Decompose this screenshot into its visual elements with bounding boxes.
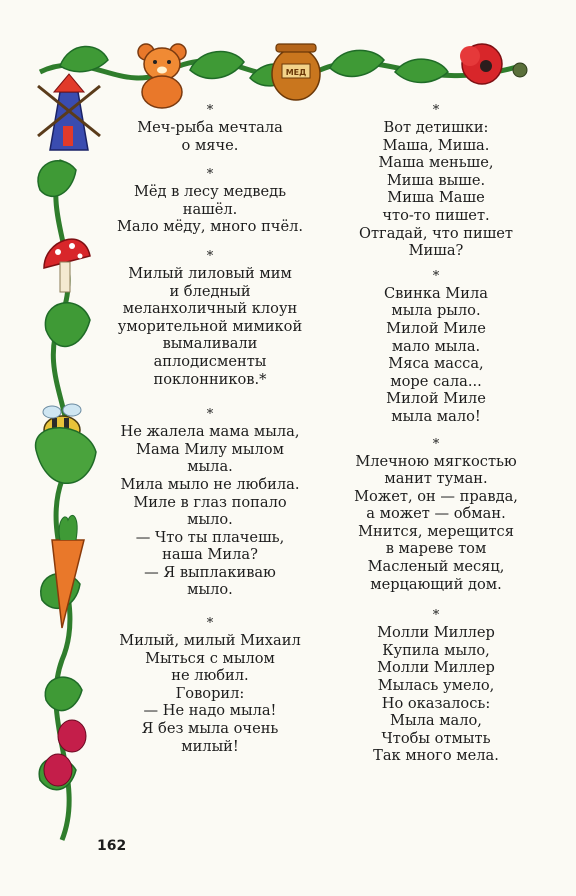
poem-line: мыло. — [187, 511, 233, 529]
poem-line: мало мыла. — [391, 337, 481, 355]
poem-line: Говорил: — [175, 684, 245, 702]
poem-line: Милой Миле — [386, 390, 486, 408]
poem-line: Мама Милу мылом — [136, 440, 284, 458]
poem-line: мерцающий дом. — [370, 575, 502, 593]
poem-line: и бледный — [169, 282, 251, 300]
poem — [96, 408, 324, 599]
poem-line: Мнится, мерещится — [358, 522, 514, 540]
poem-line: мыла рыло. — [391, 302, 481, 320]
poem-line: поклонников.* — [153, 370, 267, 388]
poem-line: Милый лиловый мим — [128, 264, 292, 282]
section-star: * — [432, 103, 440, 118]
poem-line: мыла. — [187, 458, 233, 476]
poem-line: мыло. — [187, 581, 233, 599]
poem — [96, 168, 324, 236]
section-star: * — [432, 436, 440, 452]
poem-line: Не жалела мама мыла, — [120, 423, 300, 441]
poem — [326, 609, 546, 765]
poem-line: Меч-рыба мечтала — [137, 119, 283, 136]
poem-line: аплодисменты — [153, 352, 267, 370]
poppy-flower-icon — [460, 44, 527, 84]
poem-line: не любил. — [171, 667, 249, 685]
poem-line: Мёд в лесу медведь — [133, 183, 287, 201]
poem — [326, 438, 546, 594]
poem-line: Миша? — [408, 242, 464, 260]
poem-line: милый! — [181, 737, 239, 755]
section-star: * — [206, 103, 214, 118]
poem — [96, 617, 324, 755]
poem-line: Я без мыла очень — [141, 720, 279, 738]
big-leaf-icon — [36, 428, 96, 484]
left-column — [96, 104, 324, 755]
poem-line: Мила мыло не любила. — [120, 475, 300, 493]
poem-line: Мало мёду, много пчёл. — [116, 218, 304, 236]
poem-line: Чтобы отмыть — [381, 729, 491, 747]
right-column — [326, 104, 546, 765]
poem-line: Милой Миле — [386, 319, 486, 337]
poem-line: Миша Маше — [387, 189, 485, 207]
poem-line: Масленый месяц, — [367, 558, 505, 576]
poem-line: Отгадай, что пишет — [359, 224, 513, 242]
poem — [96, 104, 324, 154]
poem-line: Вот детишки: — [383, 119, 489, 136]
poem-line: меланхоличный клоун — [122, 300, 298, 318]
poem-line: море сала... — [390, 372, 482, 390]
poem-line: Маша, Миша. — [382, 136, 490, 154]
poem-line: уморительной мимикой — [117, 317, 303, 335]
poem-line: Купила мыло, — [382, 641, 490, 659]
poem-line: Может, он — правда, — [354, 487, 518, 505]
honey-pot-label: МЕД — [285, 68, 307, 77]
poem-line: Но оказалось: — [381, 694, 491, 712]
poem-line: что-то пишет. — [382, 206, 490, 224]
poem-line: наша Мила? — [162, 546, 258, 564]
poem-line: Млечною мягкостью — [355, 452, 517, 470]
section-star: * — [206, 167, 214, 183]
section-star: * — [206, 248, 214, 264]
mushroom-icon — [44, 239, 90, 292]
poem — [326, 270, 546, 426]
poem-line: Миле в глаз попало — [133, 493, 287, 511]
poem-line: вымаливали — [162, 335, 258, 353]
poem-line: — Я выплакиваю — [144, 563, 276, 581]
poem-line: Мяса масса, — [388, 355, 484, 373]
section-star: * — [432, 268, 440, 284]
page-number: 162 — [97, 838, 127, 854]
poem-line: Свинка Мила — [384, 284, 488, 302]
section-star: * — [206, 616, 214, 632]
poem — [96, 250, 324, 388]
honey-pot-icon — [272, 44, 320, 100]
poem-line: Маша меньше, — [378, 154, 494, 172]
windmill-icon — [38, 74, 100, 150]
poem-line: Мылась умело, — [377, 677, 495, 695]
poem-line: в мареве том — [385, 540, 487, 558]
poem-line: о мяче. — [181, 136, 239, 154]
poem-line: мыла мало! — [391, 407, 481, 425]
poem — [326, 104, 546, 260]
poem-line: Мыла мало, — [390, 712, 482, 730]
section-star: * — [432, 608, 440, 624]
poem-line: Молли Миллер — [377, 659, 495, 677]
poem-line: Милый, милый Михаил — [119, 632, 301, 650]
poem-line: — Не надо мыла! — [143, 702, 277, 720]
poem-line: — Что ты плачешь, — [135, 528, 285, 546]
poem-line: Молли Миллер — [377, 624, 495, 642]
poem-line: а может — обман. — [366, 505, 506, 523]
poem-line: Миша выше. — [386, 171, 486, 189]
poem-line: манит туман. — [384, 470, 488, 488]
poem-line: Мыться с мылом — [145, 649, 275, 667]
poem-line: нашёл. — [182, 200, 238, 218]
section-star: * — [206, 407, 214, 423]
poem-line: Так много мела. — [373, 747, 499, 765]
